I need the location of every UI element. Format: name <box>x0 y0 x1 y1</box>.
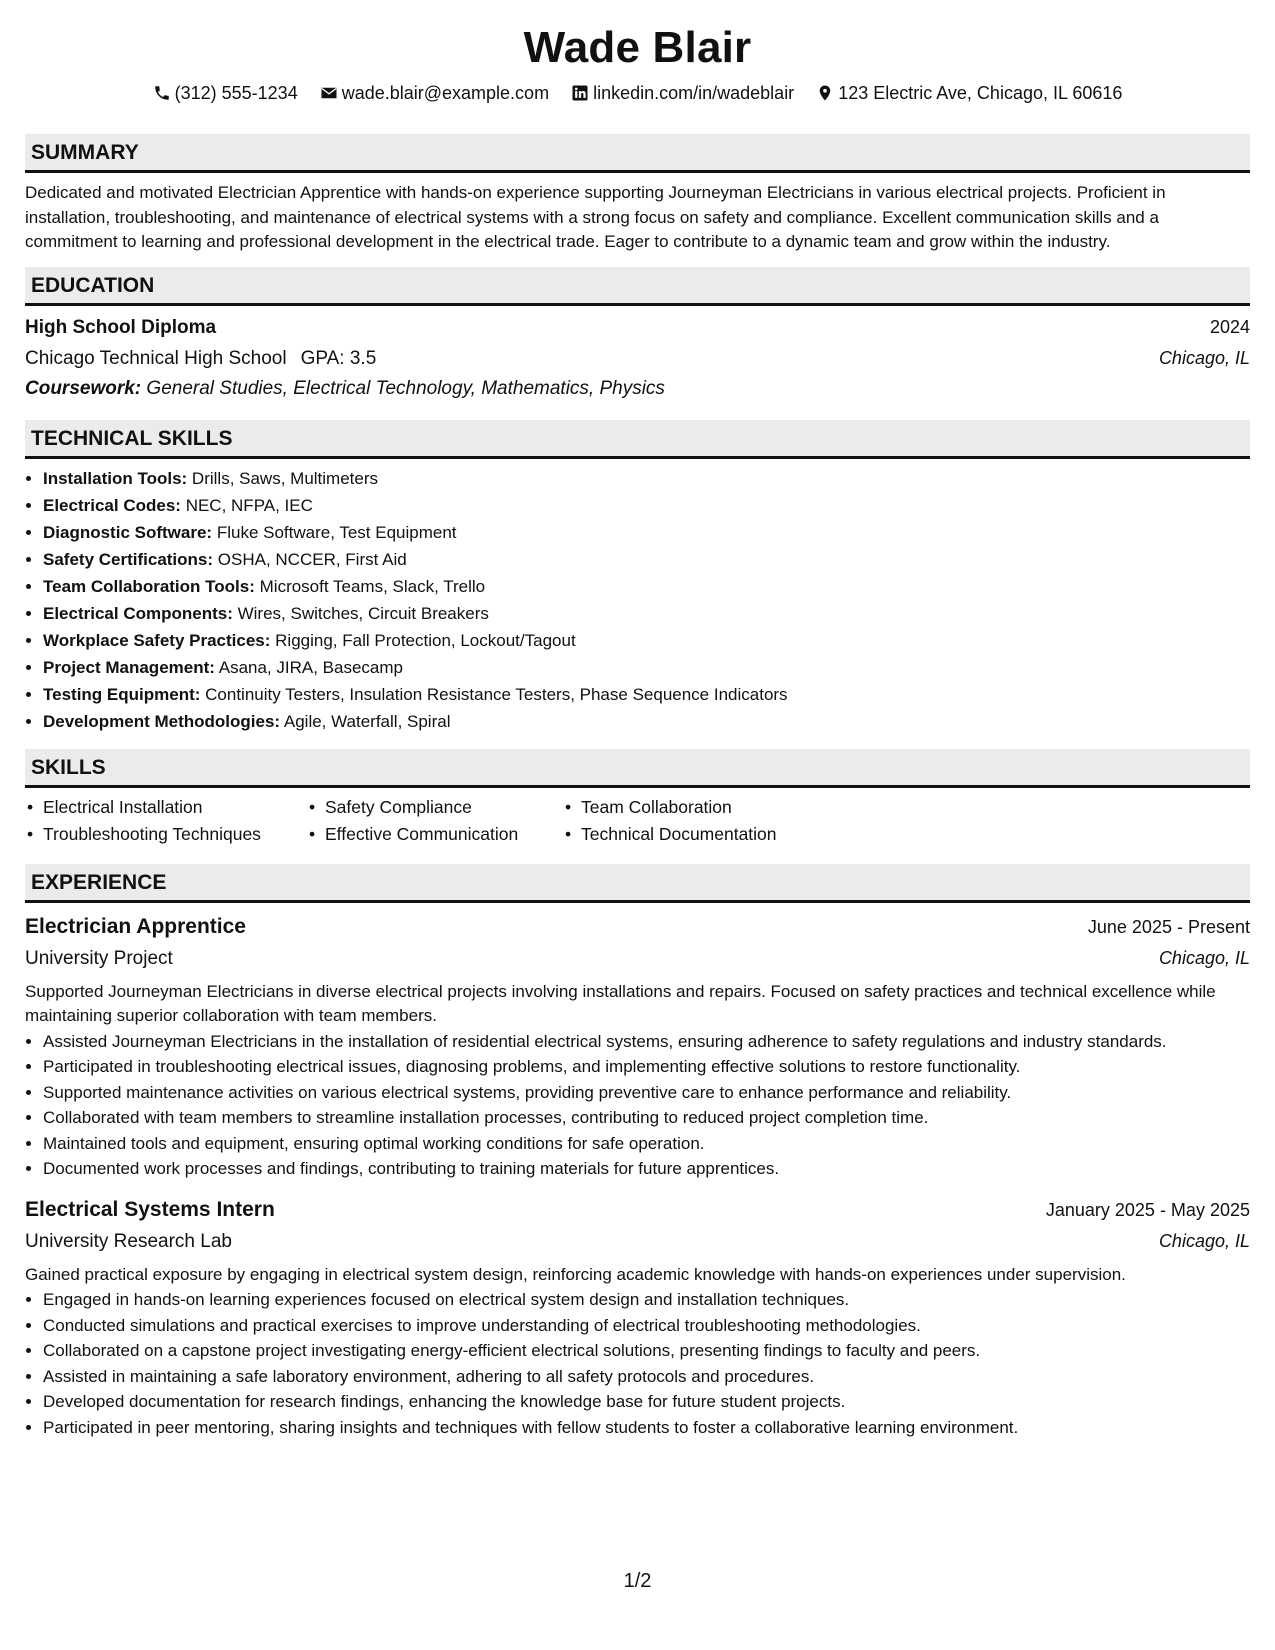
job-organization: University Project <box>25 947 173 969</box>
linkedin-icon <box>571 84 589 102</box>
job-organization: University Research Lab <box>25 1230 232 1252</box>
job-location: Chicago, IL <box>1158 1230 1250 1251</box>
list-item <box>43 627 1250 654</box>
skill-value: Drills, Saws, Multimeters <box>191 468 379 488</box>
list-item <box>43 600 1250 627</box>
contact-email[interactable] <box>320 80 549 106</box>
coursework-label: Coursework: <box>25 377 142 399</box>
job-dates: January 2025 - May 2025 <box>1045 1199 1250 1220</box>
skill-label: Testing Equipment: <box>43 684 201 704</box>
job-description: Gained practical exposure by engaging in electrical system design, reinforcing academic knowledge with hands-on experiences under supervision. <box>25 1264 1126 1284</box>
technical-skills-list <box>25 465 1250 735</box>
school-location: Chicago, IL <box>1158 347 1250 368</box>
technical-skills-heading: TECHNICAL SKILLS <box>25 420 1250 459</box>
graduation-year: 2024 <box>1209 316 1250 337</box>
list-item <box>43 492 1250 519</box>
experience-heading: EXPERIENCE <box>25 864 1250 903</box>
address-text: 123 Electric Ave, Chicago, IL 60616 <box>838 83 1123 103</box>
contact-bar <box>25 80 1250 106</box>
list-item: • Team Collaboration <box>563 794 823 821</box>
list-item: • Maintained tools and equipment, ensuring optimal working conditions for safe operation. <box>43 1131 1250 1157</box>
skill-label: Workplace Safety Practices: <box>43 630 271 650</box>
skills-heading: SKILLS <box>25 749 1250 788</box>
skill-value: Wires, Switches, Circuit Breakers <box>237 603 489 623</box>
skill-label: Development Methodologies: <box>43 711 281 731</box>
summary-heading: SUMMARY <box>25 134 1250 173</box>
skill-value: OSHA, NCCER, First Aid <box>217 549 407 569</box>
coursework-list: General Studies, Electrical Technology, Mathematics, Physics <box>146 377 665 399</box>
envelope-icon <box>320 84 338 102</box>
list-item <box>43 573 1250 600</box>
education-heading: EDUCATION <box>25 267 1250 306</box>
job-location: Chicago, IL <box>1158 947 1250 968</box>
list-item: • Electrical Installation <box>25 794 307 821</box>
list-item <box>43 519 1250 546</box>
job-entry <box>25 1194 1250 1441</box>
resume-page <box>25 0 1250 1440</box>
job-title: Electrical Systems Intern <box>25 1197 275 1221</box>
gpa-text: GPA: 3.5 <box>300 347 377 369</box>
phone-icon <box>153 84 171 102</box>
skill-label: Diagnostic Software: <box>43 522 213 542</box>
skill-label: Project Management: <box>43 657 215 677</box>
contact-address <box>816 80 1122 106</box>
job-description: Supported Journeyman Electricians in diverse electrical projects involving installations and repairs. Focused on safety practices and technical excellence while maintaining superior collaboration with team members. <box>25 981 1216 1025</box>
skill-label: Electrical Components: <box>43 603 233 623</box>
list-item: • Assisted in maintaining a safe laboratory environment, adhering to all safety protocols and procedures. <box>43 1364 1250 1390</box>
list-item: • Supported maintenance activities on various electrical systems, providing preventive care to enhance performance and reliability. <box>43 1080 1250 1106</box>
list-item: • Documented work processes and findings, contributing to training materials for future apprentices. <box>43 1156 1250 1182</box>
contact-phone <box>153 80 298 106</box>
skill-label: Installation Tools: <box>43 468 188 488</box>
contact-linkedin[interactable] <box>571 80 794 106</box>
degree-title: High School Diploma <box>25 316 217 338</box>
job-bullets <box>25 1287 1250 1440</box>
list-item <box>43 654 1250 681</box>
list-item: • Assisted Journeyman Electricians in the installation of residential electrical systems, ensuring adherence to safety regulations and industry standards. <box>43 1029 1250 1055</box>
skills-grid <box>25 794 1250 848</box>
list-item: • Safety Compliance <box>307 794 563 821</box>
list-item: • Participated in troubleshooting electrical issues, diagnosing problems, and implementing effective solutions to restore functionality. <box>43 1054 1250 1080</box>
job-bullets <box>25 1029 1250 1182</box>
page-number: 1/2 <box>623 1570 652 1592</box>
list-item <box>43 681 1250 708</box>
job-dates: June 2025 - Present <box>1087 916 1250 937</box>
skill-value: Fluke Software, Test Equipment <box>216 522 457 542</box>
education-entry <box>25 312 1250 404</box>
candidate-name: Wade Blair <box>523 23 752 72</box>
skill-value: Microsoft Teams, Slack, Trello <box>259 576 486 596</box>
list-item: • Technical Documentation <box>563 821 823 848</box>
skill-value: Agile, Waterfall, Spiral <box>283 711 451 731</box>
skill-value: Continuity Testers, Insulation Resistance Testers, Phase Sequence Indicators <box>205 684 788 704</box>
skill-label: Team Collaboration Tools: <box>43 576 255 596</box>
list-item: • Collaborated on a capstone project investigating energy-efficient electrical solutions, presenting findings to faculty and peers. <box>43 1338 1250 1364</box>
job-title: Electrician Apprentice <box>25 914 246 938</box>
list-item: • Engaged in hands-on learning experiences focused on electrical system design and installation techniques. <box>43 1287 1250 1313</box>
email-link[interactable]: wade.blair@example.com <box>341 83 550 103</box>
list-item: • Troubleshooting Techniques <box>25 821 307 848</box>
list-item: • Effective Communication <box>307 821 563 848</box>
list-item: • Collaborated with team members to streamline installation processes, contributing to reduced project completion time. <box>43 1105 1250 1131</box>
skill-label: Safety Certifications: <box>43 549 214 569</box>
list-item: • Conducted simulations and practical exercises to improve understanding of electrical troubleshooting methodologies. <box>43 1313 1250 1339</box>
list-item: • Developed documentation for research findings, enhancing the knowledge base for future student projects. <box>43 1389 1250 1415</box>
skill-value: Asana, JIRA, Basecamp <box>218 657 403 677</box>
summary-text: Dedicated and motivated Electrician Apprentice with hands-on experience supporting Journeyman Electricians in various electrical projects. Proficient in installation, troubleshooting, and maintenance of electrical systems with a strong focus on safety and compliance. Excellent communication skills and a commitment to learning and professional development in the electrical trade. Eager to contribute to a dynamic team and grow within the industry. <box>25 183 1166 251</box>
list-item: • Participated in peer mentoring, sharing insights and techniques with fellow students to foster a collaborative learning environment. <box>43 1415 1250 1441</box>
map-pin-icon <box>816 84 834 102</box>
linkedin-link[interactable]: linkedin.com/in/wadeblair <box>593 83 795 103</box>
phone-text: (312) 555-1234 <box>174 83 298 103</box>
job-entry <box>25 911 1250 1182</box>
list-item <box>43 465 1250 492</box>
school-name: Chicago Technical High School <box>25 347 287 369</box>
skill-value: NEC, NFPA, IEC <box>185 495 313 515</box>
coursework-line <box>25 374 1250 404</box>
list-item <box>43 708 1250 735</box>
list-item <box>43 546 1250 573</box>
skill-label: Electrical Codes: <box>43 495 181 515</box>
skill-value: Rigging, Fall Protection, Lockout/Tagout <box>275 630 576 650</box>
